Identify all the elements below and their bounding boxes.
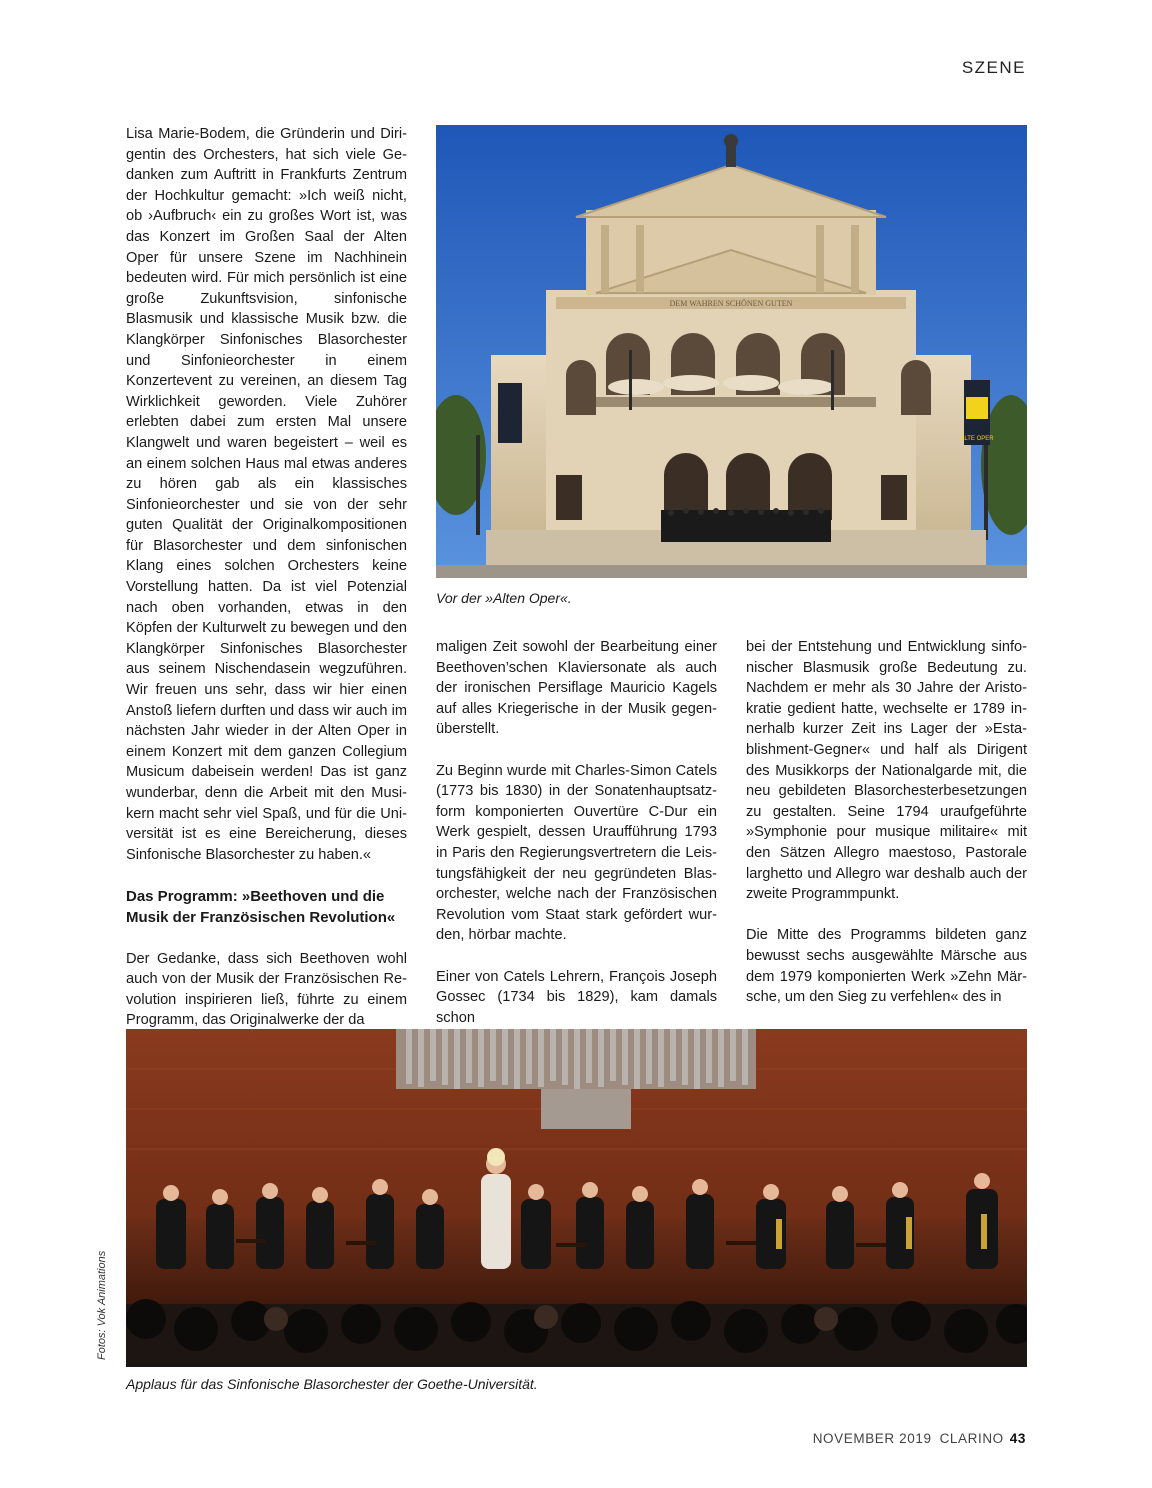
photo-credit: Fotos: Vok Animations (96, 1250, 108, 1360)
footer-magazine: CLARINO (939, 1431, 1004, 1446)
facade-inscription: DEM WAHREN SCHÖNEN GUTEN (669, 299, 793, 308)
section-label: SZENE (961, 58, 1026, 77)
column3-paragraph-2: Die Mitte des Programms bildeten ganz bewusst sechs ausgewählte Märsche aus dem 1979 komponierten Werk »Zehn Märsche, um den Sieg zu verfehlen« des in (746, 927, 1027, 1006)
banner-sign: ALTE OPER (960, 436, 994, 442)
concert-caption: Applaus für das Sinfonische Blasorchester der Goethe-Universität. (126, 1376, 538, 1392)
column2-paragraph-2: Zu Beginn wurde mit Charles-Simon Catels (1773 bis 1830) in der Sonatenhauptsatzform komponierten Ouvertüre C-Dur ein Werk gespielt, dessen Uraufführung 1793 in Paris den Regierungsvertretern die Leistungsfähigkeit der neu gegründeten Blasorchester, welche nach der Französischen Revolution vom Staat stark gefördert wurden, hörbar machte. (436, 762, 717, 944)
program-subheading: Das Programm: »Beethoven und die Musik der Französischen Revolution« (126, 887, 396, 926)
column1-paragraph-2: Der Gedanke, dass sich Beethoven wohl auch von der Musik der Französischen Revolution inspirieren ließ, führte zu einem Programm, das Originalwerke der da (126, 950, 407, 1029)
page-number: 43 (1009, 1431, 1026, 1446)
column3-paragraph-1: bei der Entstehung und Entwicklung sinfonischer Blasmusik große Bedeutung zu. Nachdem er mehr als 30 Jahre der Aristokratie gedient hatte, wechselte er 1789 innerhalb kurzer Zeit ins Lager der »Establishment-Gegner« und half als Dirigent des Musikkorps der Nationalgarde mit, die neu gebildeten Blasorchesterbesetzungen zu gestalten. Seine 1794 uraufgeführte »Symphonie pour musique militaire« mit den Sätzen Allegro maestoso, Pastorale larghetto und Allegro war deshalb auch der zweite Programmpunkt. (746, 639, 1027, 903)
opera-caption: Vor der »Alten Oper«. (436, 590, 572, 606)
text-column-3 (746, 637, 1027, 1008)
text-column-1 (126, 124, 407, 1031)
concert-hall-photo (126, 1029, 1027, 1367)
column2-paragraph-3: Einer von Catels Lehrern, François Joseph Gossec (1734 bis 1829), kam damals schon (436, 968, 717, 1026)
footer-date: NOVEMBER 2019 (812, 1431, 932, 1446)
text-column-2 (436, 637, 717, 1028)
alte-oper-photo (436, 125, 1027, 578)
column2-paragraph-1: maligen Zeit sowohl der Bearbeitung einer Beethoven’schen Klaviersonate als auch der ironischen Persiflage Mauricio Kagels auf alles Kriegerische in der Musik gegenüberstellt. (436, 639, 717, 738)
page-footer (813, 1431, 1026, 1446)
column1-paragraph-1: Lisa Marie-Bodem, die Gründerin und Dirigentin des Orchesters, hat sich viele Gedanken zum Auftritt in Frankfurts Zentrum der Hochkultur gemacht: »Ich weiß nicht, ob ›Aufbruch‹ ein zu großes Wort ist, was das Konzert im Großen Saal der Alten Oper für unsere Szene im Nachhinein bedeuten wird. Für mich persönlich ist eine große Zukunftsvision, sinfonische Blasmusik und klassische Musik bzw. die Klangkörper Sinfonisches Blasorchester und Sinfonieorchester in einem Konzertevent zu vereinen, an diesem Tag Wirklichkeit geworden. Viele Zuhörer erlebten dabei zum ersten Mal unsere Klangwelt und waren begeistert – weil es an einem solchen Haus mal etwas anderes zu hören gab als ein klassisches Sinfonieorchester und sie von der sehr guten Qualität der Originalkompositionen für Blasorchester und dem sinfonischen Klang eines solchen Orchesters keine Vorstellung hatten. Da ist viel Potenzial nach oben vorhanden, etwas in den Köpfen der Kulturwelt zu bewegen und den Klangkörper Sinfonisches Blasorchester aus seinem Nischendasein wegzuführen. Wir freuen uns sehr, dass wir hier einen Anstoß liefern durften und dass wir auch im nächsten Jahr wieder in der Alten Oper in einem Konzert mit dem ganzen Collegium Musicum dabeisein werden! Das ist ganz wunderbar, denn die Arbeit mit den Musikern macht sehr viel Spaß, und für die Universität ist es eine Bereicherung, dieses Sinfonische Blasorchester zu haben.« (126, 126, 407, 863)
